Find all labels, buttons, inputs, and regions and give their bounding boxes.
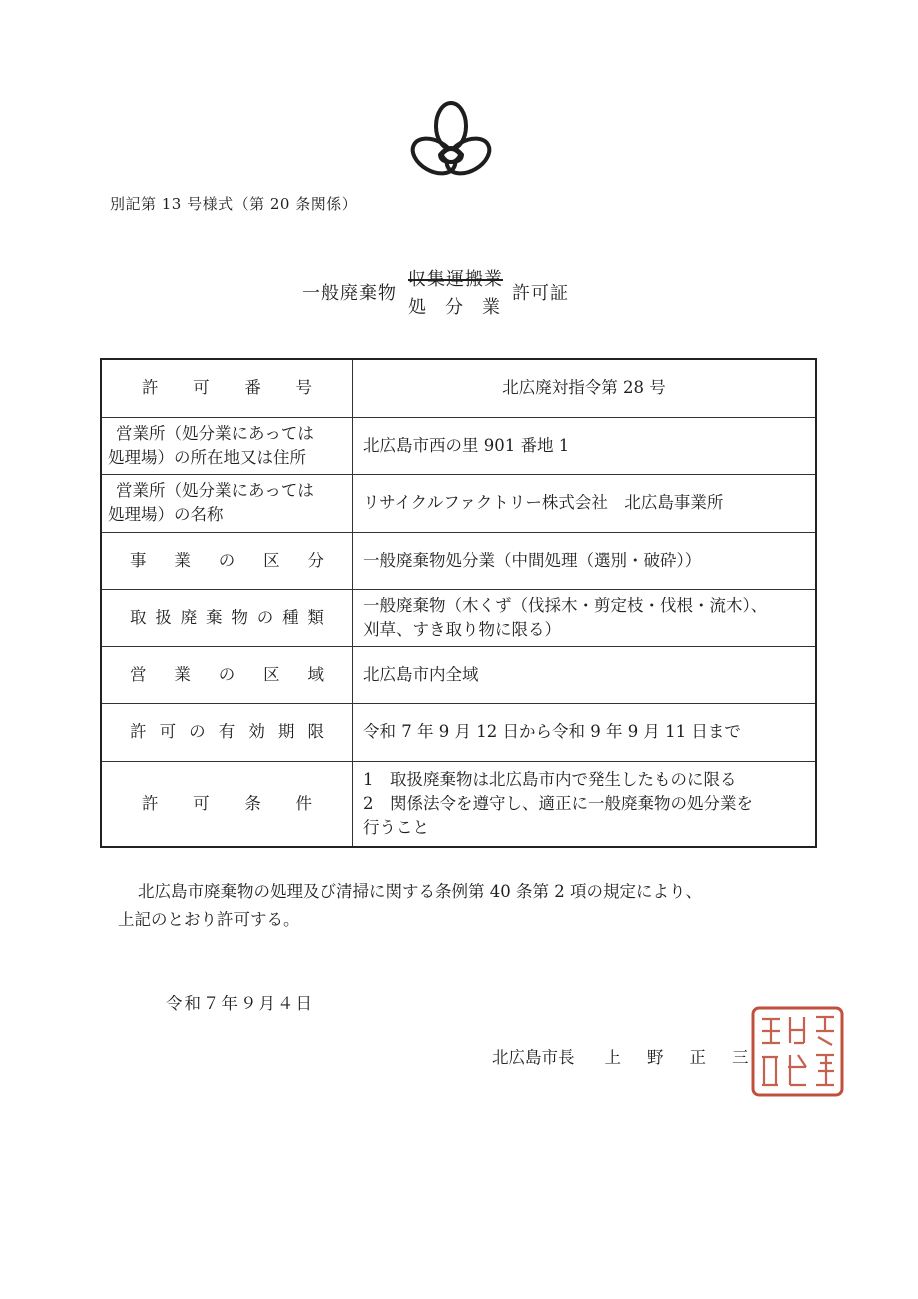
form-number-label: 別記第 13 号様式（第 20 条関係） bbox=[110, 195, 358, 213]
condition-line: 2 関係法令を遵守し、適正に一般廃棄物の処分業を bbox=[363, 793, 753, 813]
condition-line: 1 取扱廃棄物は北広島市内で発生したものに限る bbox=[363, 769, 737, 789]
label-char: 営 bbox=[130, 664, 147, 684]
row-label bbox=[101, 646, 353, 703]
title-prefix: 一般廃棄物 bbox=[302, 283, 397, 304]
row-label bbox=[101, 589, 353, 646]
label-char: 扱 bbox=[155, 607, 172, 627]
title-suffix: 許可証 bbox=[512, 283, 569, 304]
label-char: 可 bbox=[159, 722, 177, 741]
label-char: 効 bbox=[248, 722, 265, 741]
validity-period-value: 令和 7 年 9 月 12 日から令和 9 年 9 月 11 日まで bbox=[363, 722, 741, 741]
row-value bbox=[353, 417, 817, 474]
row-value bbox=[353, 646, 817, 703]
issue-date: 令和７年９月４日 bbox=[166, 994, 314, 1013]
row-value bbox=[353, 359, 817, 417]
label-char: 分 bbox=[307, 550, 324, 570]
label-char: 許 bbox=[130, 722, 147, 741]
label-char: 棄 bbox=[206, 607, 223, 627]
label-line: 営業所（処分業にあっては bbox=[116, 423, 314, 443]
label-char: 業 bbox=[174, 550, 191, 570]
address-value: 北広島市西の里 901 番地 1 bbox=[363, 435, 570, 455]
label-char: 件 bbox=[295, 793, 312, 813]
business-name-value: リサイクルファクトリー株式会社 北広島事業所 bbox=[363, 493, 724, 512]
row-value bbox=[353, 703, 817, 761]
label-char: 廃 bbox=[180, 607, 198, 627]
label-char: 条 bbox=[244, 793, 261, 813]
official-seal-icon bbox=[750, 1005, 845, 1098]
label-char: 事 bbox=[130, 550, 147, 570]
table-row bbox=[101, 646, 816, 703]
label-line: 処理場）の名称 bbox=[108, 505, 224, 524]
label-char: 許 bbox=[142, 793, 159, 813]
label-char: 類 bbox=[307, 607, 324, 627]
waste-type-line: 刈草、すき取り物に限る） bbox=[363, 619, 561, 639]
table-row bbox=[101, 761, 816, 847]
closing-statement bbox=[118, 878, 702, 934]
signer-name: 上野正三 bbox=[604, 1048, 775, 1067]
table-row bbox=[101, 589, 816, 646]
table-row bbox=[101, 417, 816, 474]
row-label bbox=[101, 703, 353, 761]
label-char: 番 bbox=[244, 378, 261, 398]
table-row bbox=[101, 359, 816, 417]
label-line: 処理場）の所在地又は住所 bbox=[108, 447, 306, 467]
row-label bbox=[101, 474, 353, 532]
label-char: 許 bbox=[142, 378, 159, 398]
business-type-value: 一般廃棄物処分業（中間処理（選別・破砕）） bbox=[363, 550, 702, 570]
row-label bbox=[101, 761, 353, 847]
label-char: の bbox=[218, 550, 236, 570]
permit-table bbox=[100, 358, 817, 848]
row-value bbox=[353, 532, 817, 589]
label-char: の bbox=[189, 722, 206, 741]
label-char: 号 bbox=[295, 378, 312, 398]
signer-title: 北広島市長 bbox=[492, 1048, 575, 1067]
waste-type-line: 一般廃棄物（木くず（伐採木・剪定枝・伐根・流木）、 bbox=[363, 595, 768, 615]
row-value bbox=[353, 761, 817, 847]
business-area-value: 北広島市内全域 bbox=[363, 664, 479, 684]
label-char: 区 bbox=[263, 664, 280, 684]
label-char: 種 bbox=[282, 607, 299, 627]
row-label bbox=[101, 417, 353, 474]
label-char: 域 bbox=[307, 664, 324, 684]
table-row bbox=[101, 532, 816, 589]
label-char: 可 bbox=[193, 378, 210, 398]
row-value bbox=[353, 474, 817, 532]
row-label bbox=[101, 359, 353, 417]
closing-line: 北広島市廃棄物の処理及び清掃に関する条例第 40 条第 2 項の規定により、 bbox=[138, 882, 702, 901]
signer bbox=[492, 1044, 775, 1068]
label-char: の bbox=[256, 607, 274, 627]
table-row bbox=[101, 703, 816, 761]
label-char: 期 bbox=[277, 722, 295, 741]
condition-line: 行うこと bbox=[363, 817, 429, 837]
label-char: 有 bbox=[218, 722, 236, 741]
label-char: 業 bbox=[174, 664, 191, 684]
title-option-struck: 収集運搬業 bbox=[408, 269, 503, 290]
table-row bbox=[101, 474, 816, 532]
row-label bbox=[101, 532, 353, 589]
label-line: 営業所（処分業にあっては bbox=[116, 481, 314, 500]
label-char: 限 bbox=[307, 722, 324, 741]
permit-number: 北広廃対指令第 28 号 bbox=[502, 378, 666, 398]
label-char: 可 bbox=[193, 793, 210, 813]
title-option-selected: 処分業 bbox=[408, 297, 519, 318]
label-char: 取 bbox=[130, 607, 147, 627]
closing-line: 上記のとおり許可する。 bbox=[118, 910, 300, 929]
label-char: 物 bbox=[231, 607, 248, 627]
label-char: の bbox=[218, 664, 236, 684]
row-value bbox=[353, 589, 817, 646]
city-emblem-icon bbox=[408, 100, 494, 184]
label-char: 区 bbox=[263, 550, 280, 570]
